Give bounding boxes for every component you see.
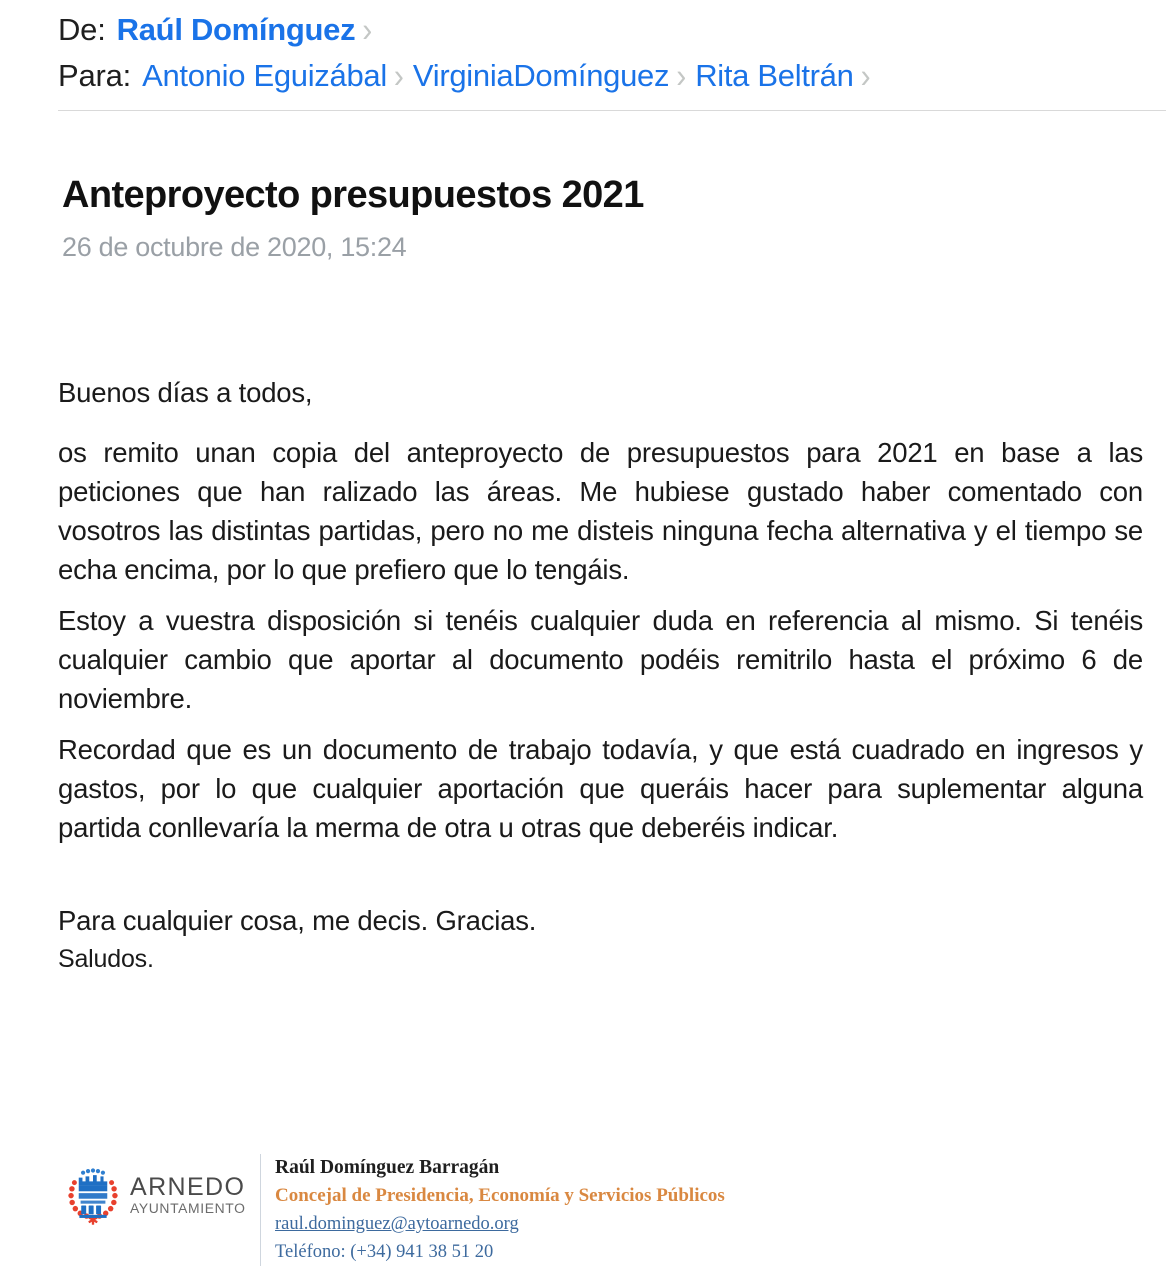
message-subject: Anteproyecto presupuestos 2021 xyxy=(62,174,644,216)
message-timestamp: 26 de octubre de 2020, 15:24 xyxy=(62,231,407,262)
from-label: De: xyxy=(58,12,106,47)
to-row xyxy=(58,58,1144,94)
body-sign-off: Saludos. xyxy=(58,945,154,974)
signature-details xyxy=(275,1152,725,1266)
subject-block xyxy=(0,111,1166,263)
body-paragraph-1: os remito unan copia del anteproyecto de presupuestos para 2021 en base a las peticiones que han ralizado las áreas. Me hubiese gustado haber comentado con vosotros las distintas partidas, pero no me disteis ninguna fecha alternativa y el tiempo se echa encima, por lo que prefiero que lo tengáis. xyxy=(58,436,1143,586)
body-spacer xyxy=(58,859,1143,901)
email-signature xyxy=(62,1152,725,1266)
message-body xyxy=(0,263,1166,977)
signature-email-link[interactable]: raul.dominguez@aytoarnedo.org xyxy=(275,1213,519,1234)
signature-role: Concejal de Presidencia, Economía y Servicios Públicos xyxy=(275,1185,725,1207)
body-paragraph-3: Recordad que es un documento de trabajo todavía, y que está cuadrado en ingresos y gastos, por lo que cualquier aportación que queráis hacer para suplementar alguna partida conllevaría la merma de otra u otras que deberéis indicar. xyxy=(58,734,1143,844)
logo-wordmark xyxy=(130,1172,246,1216)
sender-name[interactable]: Raúl Domínguez xyxy=(116,12,356,47)
chevron-right-icon[interactable]: › xyxy=(362,11,373,50)
coat-of-arms-icon xyxy=(62,1164,124,1226)
recipient-rita-beltran[interactable]: Rita Beltrán xyxy=(695,58,854,93)
recipient-antonio-eguizabal[interactable]: Antonio Eguizábal xyxy=(142,58,387,93)
from-row xyxy=(58,12,1144,48)
logo-subtitle: AYUNTAMIENTO xyxy=(130,1200,246,1216)
arnedo-logo xyxy=(62,1152,250,1226)
recipient-virginia-dominguez[interactable]: VirginiaDomínguez xyxy=(412,58,670,93)
body-greeting: Buenos días a todos, xyxy=(58,376,313,408)
signature-phone: Teléfono: (+34) 941 38 51 20 xyxy=(275,1241,494,1262)
signature-divider xyxy=(260,1154,261,1266)
chevron-right-icon[interactable]: › xyxy=(676,57,687,96)
to-label: Para: xyxy=(58,58,132,93)
chevron-right-icon[interactable]: › xyxy=(393,57,404,96)
message-header xyxy=(0,0,1166,94)
chevron-right-icon[interactable]: › xyxy=(860,57,871,96)
body-paragraph-2: Estoy a vuestra disposición si tenéis cualquier duda en referencia al mismo. Si tenéis cualquier cambio que aportar al documento podéis remitrilo hasta el próximo 6 de noviembre. xyxy=(58,605,1143,715)
body-closing: Para cualquier cosa, me decis. Gracias. xyxy=(58,905,537,937)
logo-name: ARNEDO xyxy=(130,1172,246,1201)
signature-name: Raúl Domínguez Barragán xyxy=(275,1157,500,1178)
